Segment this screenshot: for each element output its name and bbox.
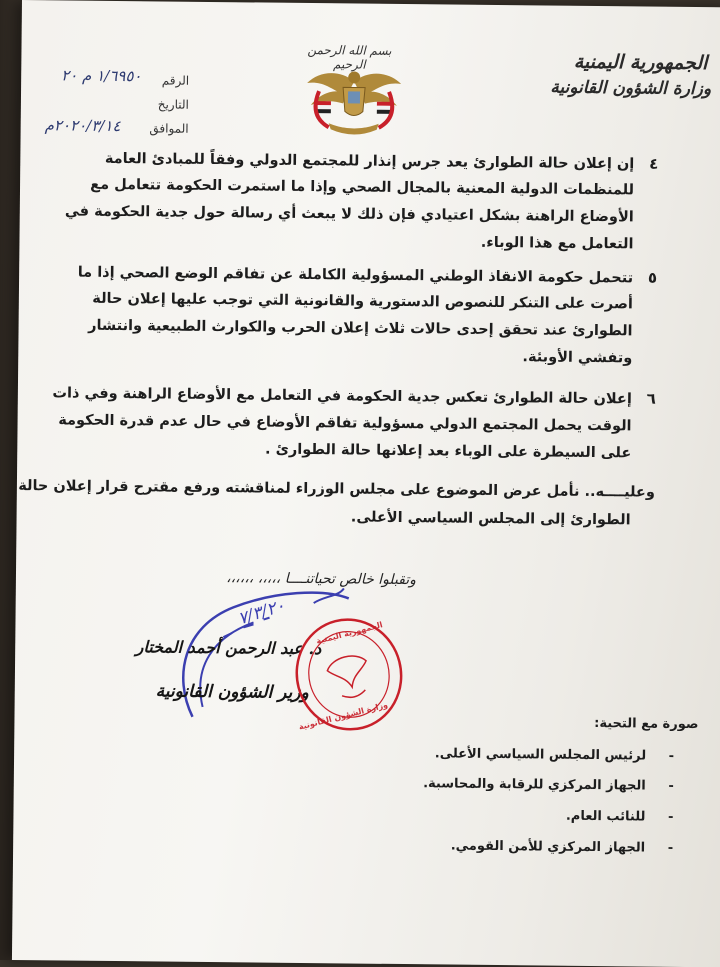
copy-recipient: الجهاز المركزي للرقابة والمحاسبة. — [423, 776, 646, 794]
paragraph-line: التعامل مع هذا الوباء. — [480, 234, 634, 253]
list-bullet: - — [667, 840, 674, 856]
ref-label: الرقم — [161, 73, 190, 88]
stamp-text: وزارة الشؤون القانونية — [297, 700, 389, 732]
ref-value: ١/٦٩٥٠ م ٢٠ — [61, 66, 142, 86]
paragraph-number: ٤ — [649, 154, 659, 173]
list-bullet: - — [667, 809, 674, 825]
paragraph-line: للمنظمات الدولية المعنية بالمجال الصحي وإذا ما استمرت الحكومة تتعامل مع — [90, 176, 635, 199]
stamp-top-text: الجمهورية اليمنية — [315, 620, 384, 646]
paragraph-line: تتحمل حكومة الانقاذ الوطني المسؤولية الكاملة عن تفاقم الوضع الصحي إذا ما — [77, 264, 634, 287]
signatory-name: د. عبد الرحمن أحمد المختار — [135, 637, 322, 659]
handwritten-note: ٧/٣/٢٠ — [235, 595, 288, 630]
paragraph-line: الوقت يحمل المجتمع الدولي مسؤولية تفاقم الأوضاع في حال عدم قدرة الحكومة — [58, 412, 632, 435]
list-bullet: - — [668, 748, 675, 764]
conclusion-line: الطوارئ إلى المجلس السياسي الأعلى. — [350, 509, 631, 529]
list-bullet: - — [668, 778, 674, 794]
paragraph-line: وتفشي الأوبئة. — [522, 349, 633, 367]
date-label: التاريخ — [157, 97, 189, 112]
corresponding-value: ٢٠٢٠/٣/١٤م — [44, 116, 121, 136]
paragraph-number: ٥ — [647, 268, 658, 287]
paragraph-number: ٦ — [646, 389, 656, 408]
yemen-emblem-icon — [299, 61, 410, 142]
closing-salutation: وتقبلوا خالص تحياتنــــا ،،،،، ،،،،،، — [226, 570, 417, 589]
paragraph-line: أصرت على التنكر للنصوص الدستورية والقانونية التي توجب عليها إعلان حالة — [92, 290, 633, 313]
signatory-title: وزير الشؤون القانونية — [155, 681, 309, 704]
paragraph-line: الطوارئ عند تحقق إحدى حالات ثلاث إعلان الحرب والكوارث الطبيعية وانتشار — [88, 317, 633, 340]
ministry-name-line2: وزارة الشؤون القانونية — [550, 77, 712, 100]
copies-heading: صورة مع التحية: — [594, 716, 699, 733]
paragraph-line: على السيطرة على الوباء بعد إعلانها حالة الطوارئ . — [265, 441, 632, 462]
copy-recipient: لرئيس المجلس السياسي الأعلى. — [434, 746, 647, 764]
copy-recipient: للنائب العام. — [565, 808, 646, 825]
conclusion-line: وعليــــه.. نأمل عرض الموضوع على مجلس الوزراء لمناقشته ورفع مقترح قرار إعلان حالة — [18, 477, 655, 501]
paragraph-line: إعلان حالة الطوارئ تعكس جدية الحكومة في التعامل مع الأوضاع الراهنة وفي ذات — [52, 385, 632, 408]
paragraph-line: الأوضاع الراهنة بشكل اعتيادي فإن ذلك لا يبعث أي رسالة حول جدية الحكومة في — [64, 203, 634, 226]
paragraph-line: إن إعلان حالة الطوارئ يعد جرس إنذار للمجتمع الدولي وفقاً للمبادئ العامة — [104, 150, 635, 173]
copy-recipient: الجهاز المركزي للأمن القومي. — [450, 838, 646, 856]
basmala: بسم الله الرحمن الرحيم — [307, 42, 392, 72]
ministry-name-line1: الجمهورية اليمنية — [573, 50, 708, 75]
corresponding-label: الموافق — [149, 121, 189, 136]
document-page — [12, 0, 720, 967]
